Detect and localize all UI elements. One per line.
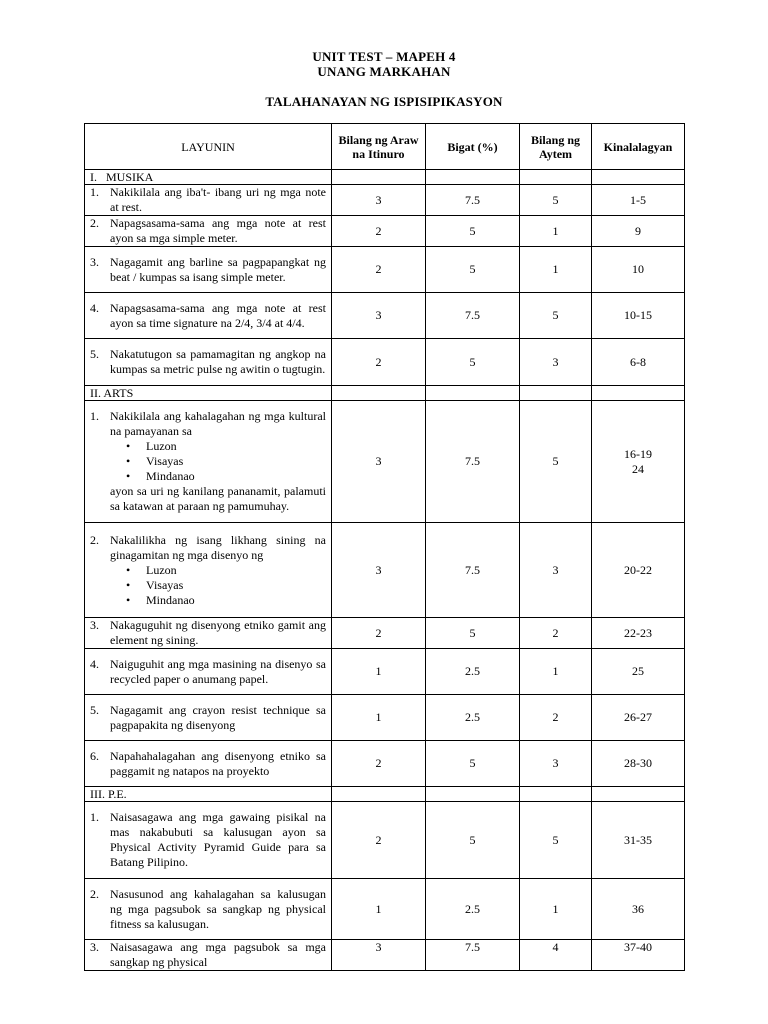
objective-text: Naiguguhit ang mga masining na disenyo sa recycled paper o anumang papel. [110,656,326,686]
araw-cell: 2 [332,741,426,787]
kinalalagyan-cell: 26-27 [592,695,685,741]
aytem-cell: 1 [520,649,592,695]
table-row [85,401,685,523]
kinalalagyan-cell: 10 [592,247,685,293]
objective-text: Nakikilala ang kahalagahan ng mga kultural na pamayanan sa [110,409,326,438]
aytem-cell: 1 [520,247,592,293]
kinalalagyan-cell: 28-30 [592,741,685,787]
araw-cell: 1 [332,879,426,940]
table-row [85,247,685,293]
item-number: 2. [90,216,99,230]
table-row [85,940,685,971]
araw-cell: 3 [332,940,426,971]
list-item: • Visayas [146,578,326,593]
araw-cell: 2 [332,339,426,386]
item-number: 3. [90,254,99,269]
item-number: 1. [90,810,99,824]
aytem-cell: 4 [520,940,592,971]
table-row [85,695,685,741]
kinalalagyan-cell: 36 [592,879,685,940]
section-musika: I. MUSIKA [85,170,332,185]
region-list [90,563,326,608]
objective-text: Napahahalagahan ang disenyong etniko sa paggamit ng natapos na proyekto [110,748,326,778]
list-item: • Mindanao [146,593,326,608]
table-row [85,216,685,247]
kinalalagyan-extra: 24 [632,461,644,476]
bigat-cell: 5 [426,618,520,649]
objective-text: Nagagamit ang barline sa pagpapangkat ng beat / kumpas sa isang simple meter. [110,254,326,284]
item-number: 4. [90,300,99,315]
section-arts: II. ARTS [85,386,332,401]
bigat-cell: 7.5 [426,523,520,618]
bigat-cell: 5 [426,247,520,293]
table-row [85,649,685,695]
objective-text: Nasusunod ang kahalagahan sa kalusugan ng mga pagsubok sa sangkap ng physical fitness sa kalusugan. [110,886,326,931]
araw-cell: 2 [332,216,426,247]
list-item: • Luzon [146,439,326,454]
araw-cell: 1 [332,695,426,741]
kinalalagyan-cell: 22-23 [592,618,685,649]
bigat-cell: 5 [426,339,520,386]
item-number: 2. [90,532,99,547]
bigat-cell: 2.5 [426,879,520,940]
title-line-1: UNIT TEST – MAPEH 4 [312,49,456,64]
bigat-cell: 5 [426,802,520,879]
specification-table [84,123,685,971]
item-number: 1. [90,185,99,199]
table-row [85,185,685,216]
list-item: • Mindanao [146,469,326,484]
item-number: 2. [90,886,99,901]
item-number: 6. [90,748,99,763]
list-item: • Luzon [146,563,326,578]
aytem-cell: 3 [520,741,592,787]
kinalalagyan-cell: 20-22 [592,523,685,618]
table-row [85,741,685,787]
header-layunin: LAYUNIN [85,124,332,170]
araw-cell: 1 [332,649,426,695]
objective-text: Naisasagawa ang mga gawaing pisikal na mas nakabubuti sa kalusugan ayon sa Physical Activity Pyramid Guide para sa Batang Pilipino. [110,810,326,869]
objective-text: Napagsasama-sama ang mga note at rest ayon sa time signature na 2/4, 3/4 at 4/4. [110,300,326,330]
aytem-cell: 5 [520,802,592,879]
objective-text: Napagsasama-sama ang mga note at rest ayon sa mga simple meter. [110,216,326,245]
aytem-cell: 1 [520,879,592,940]
kinalalagyan-cell: 31-35 [592,802,685,879]
araw-cell: 3 [332,401,426,523]
araw-cell: 2 [332,618,426,649]
aytem-cell: 5 [520,185,592,216]
bigat-cell: 7.5 [426,185,520,216]
kinalalagyan-cell: 9 [592,216,685,247]
table-subtitle: TALAHANAYAN NG ISPISIPIKASYON [265,94,503,109]
bigat-cell: 5 [426,216,520,247]
table-row [85,523,685,618]
objective-text: Nakatutugon sa pamamagitan ng angkop na kumpas sa metric pulse ng awitin o tugtugin. [110,347,326,376]
bigat-cell: 7.5 [426,401,520,523]
section-pe: III. P.E. [85,787,332,802]
araw-cell: 3 [332,293,426,339]
araw-cell: 3 [332,185,426,216]
header-bigat: Bigat (%) [426,124,520,170]
aytem-cell: 5 [520,401,592,523]
kinalalagyan-cell: 6-8 [592,339,685,386]
table-row [85,618,685,649]
bigat-cell: 2.5 [426,649,520,695]
aytem-cell: 3 [520,523,592,618]
aytem-cell: 5 [520,293,592,339]
aytem-cell: 1 [520,216,592,247]
item-number: 3. [90,940,99,954]
table-row [85,802,685,879]
header-kinalalagyan: Kinalalagyan [592,124,685,170]
kinalalagyan-range: 16-19 [624,446,652,461]
aytem-cell: 2 [520,618,592,649]
header-araw: Bilang ng Araw na Itinuro [332,124,426,170]
objective-text: Naisasagawa ang mga pagsubok sa mga sangkap ng physical [110,940,326,969]
bigat-cell: 2.5 [426,695,520,741]
table-row [85,879,685,940]
kinalalagyan-cell: 10-15 [592,293,685,339]
objective-text: Nakalilikha ng isang likhang sining na ginagamitan ng mga disenyo ng [110,532,326,562]
araw-cell: 2 [332,802,426,879]
araw-cell: 2 [332,247,426,293]
table-row [85,339,685,386]
bigat-cell: 5 [426,741,520,787]
aytem-cell: 2 [520,695,592,741]
title-line-2: UNANG MARKAHAN [317,64,451,79]
objective-text: Nakikilala ang iba't- ibang uri ng mga note at rest. [110,185,326,214]
aytem-cell: 3 [520,339,592,386]
region-list [90,439,326,484]
list-item: • Visayas [146,454,326,469]
item-number: 5. [90,702,99,717]
item-number: 3. [90,618,99,632]
kinalalagyan-cell: 1-5 [592,185,685,216]
header-aytem: Bilang ng Aytem [520,124,592,170]
objective-text: Nagagamit ang crayon resist technique sa pagpapakita ng disenyong [110,702,326,732]
table-row [85,293,685,339]
objective-text: Nakaguguhit ng disenyong etniko gamit ang element ng sining. [110,618,326,647]
kinalalagyan-cell: 25 [592,649,685,695]
kinalalagyan-cell [592,401,685,523]
kinalalagyan-cell: 37-40 [592,940,685,971]
item-number: 1. [90,409,99,423]
item-number: 5. [90,347,99,361]
araw-cell: 3 [332,523,426,618]
objective-continuation: ayon sa uri ng kanilang pananamit, palamuti sa katawan at paraan ng pamumuhay. [110,484,326,513]
item-number: 4. [90,656,99,671]
bigat-cell: 7.5 [426,293,520,339]
bigat-cell: 7.5 [426,940,520,971]
